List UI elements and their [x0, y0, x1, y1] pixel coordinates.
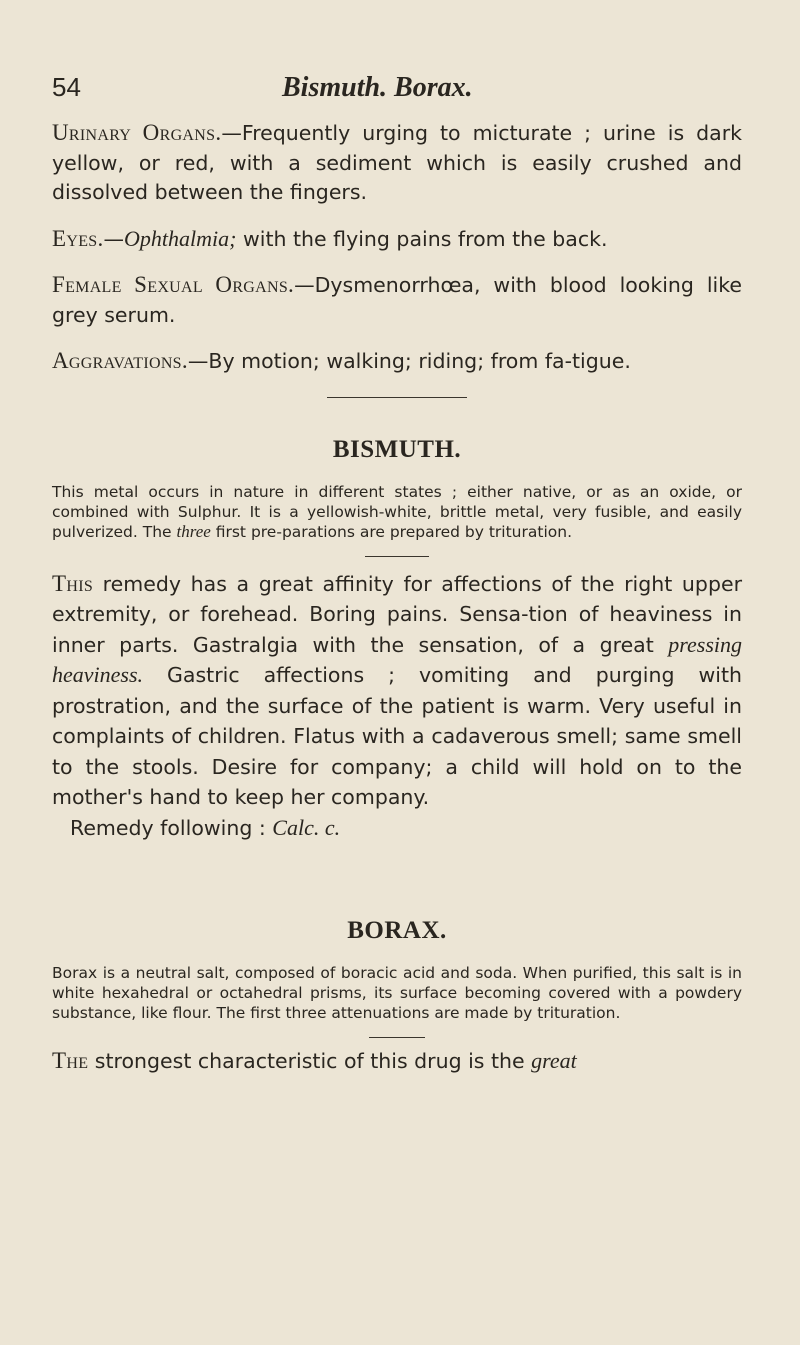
entry-label: Female Sexual Organs.: [52, 272, 295, 297]
entry-eyes: [52, 224, 742, 255]
entry-label: Urinary Organs.: [52, 120, 222, 145]
paragraph-lead: This: [52, 570, 94, 596]
borax-characteristics: [52, 1046, 742, 1077]
bismuth-indications-text-end: Gastric affections ; vomiting and purging with prostration, and the surface of the patient is warm. Very useful in complaints of children. Flatus with a cadaverous smell; same smell to the stools. Desire for company; a child will hold on to the mother's hand to keep her company.: [52, 663, 742, 809]
entry-text: —Frequently urging to micturate ; urine is dark yellow, or red, with a sediment which is easily crushed and dissolved between the fingers.: [52, 121, 742, 204]
remedy-following-label: Remedy following :: [70, 815, 273, 840]
section-heading-bismuth: BISMUTH.: [332, 435, 462, 463]
book-page: [52, 72, 742, 1077]
bismuth-description-text: This metal occurs in nature in different states ; either native, or as an oxide, or combined with Sulphur. It is a yellowish-white, brittle metal, very fusible, and easily pulverized. The: [52, 482, 742, 541]
running-title: Bismuth. Borax.: [282, 72, 473, 103]
section-heading-borax: BORAX.: [347, 917, 447, 944]
bismuth-indications: [52, 569, 742, 813]
bismuth-indications-text: remedy has a great affinity for affections of the right upper extremity, or forehead. Boring pains. Sensa-tion of heaviness in inner parts. Gastralgia with the sensation, of a great: [52, 571, 742, 657]
borax-characteristics-text: strongest characteristic of this drug is the: [88, 1049, 532, 1073]
bismuth-description-text-end: first pre-parations are prepared by trituration.: [210, 522, 572, 541]
entry-text: with the flying pains from the back.: [236, 226, 608, 251]
remedy-following: [52, 813, 742, 844]
entry-female-sexual-organs: [52, 270, 742, 330]
entry-text: —By motion; walking; riding; from fa-tigue.: [187, 349, 631, 373]
entry-urinary-organs: [52, 118, 742, 208]
short-divider: [369, 1037, 425, 1038]
entry-label: Aggravations.: [52, 348, 188, 373]
entry-text: —Dysmenorrhœa, with blood looking like grey serum.: [52, 273, 742, 327]
entry-label: Eyes.: [52, 225, 104, 251]
borax-description: Borax is a neutral salt, composed of boracic acid and soda. When purified, this salt is in white hexahedral or octahedral prisms, its surface becoming covered with a powdery substance, like flour. The first three attenuations are made by trituration.: [52, 964, 742, 1022]
paragraph-lead: The: [52, 1048, 89, 1073]
bismuth-indications-italic: pressing heaviness.: [52, 631, 742, 687]
remedy-following-value: Calc. c.: [272, 814, 341, 840]
entry-italic: Ophthalmia;: [124, 225, 237, 251]
entry-dash: —: [103, 226, 125, 251]
page-header: [52, 72, 742, 112]
bismuth-description-italic: three: [176, 521, 211, 541]
bismuth-description: [52, 482, 742, 542]
entry-aggravations: [52, 346, 742, 377]
section-divider: [327, 397, 467, 398]
page-number: 54: [52, 72, 81, 102]
short-divider: [365, 556, 429, 557]
borax-characteristics-italic: great: [531, 1048, 577, 1073]
